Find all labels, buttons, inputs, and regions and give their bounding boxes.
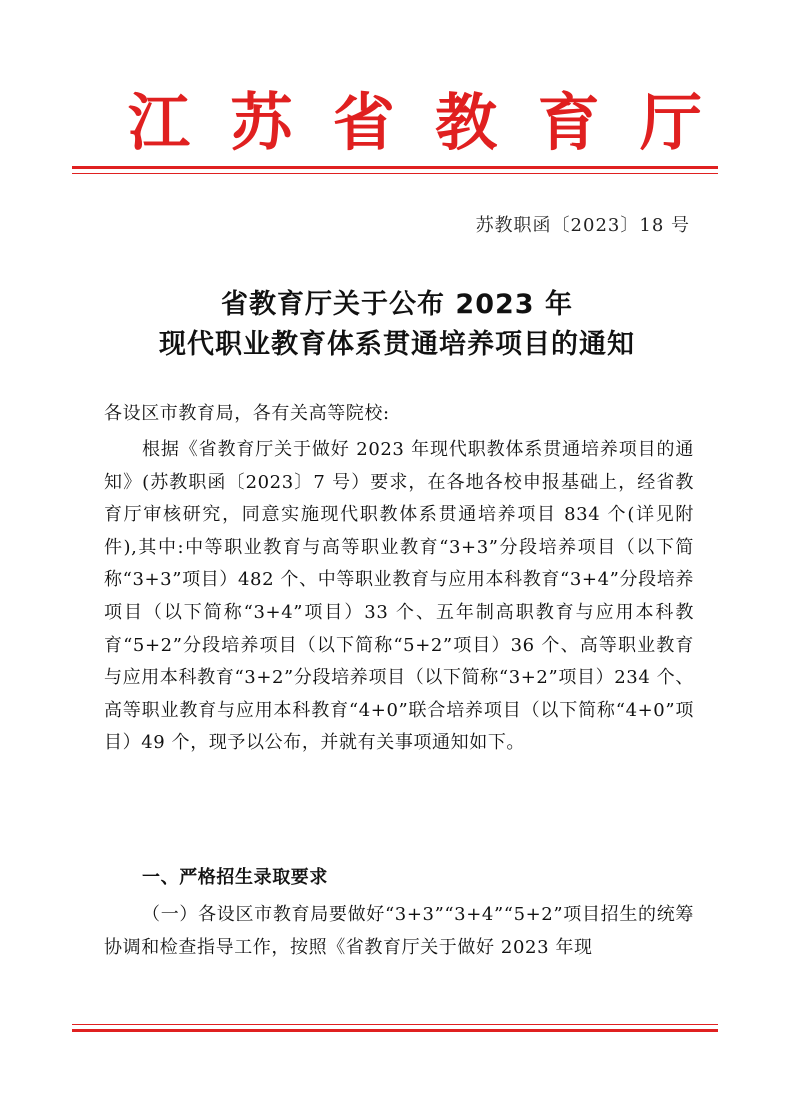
org-title-char: 教 [435,86,498,159]
salutation: 各设区市教育局，各有关高等院校: [104,403,390,424]
document-number: 苏教职函〔2023〕18 号 [475,215,690,236]
org-title-char: 育 [537,86,600,159]
section-heading: 一、严格招生录取要求 [142,867,328,888]
footer-rule-thick [72,1029,718,1032]
document-title-line-2: 现代职业教育体系贯通培养项目的通知 [159,329,635,360]
org-title-char: 苏 [230,86,293,159]
body-paragraph: （一）各设区市教育局要做好“3+3”“3+4”“5+2”项目招生的统筹协调和检查指导工作，按照《省教育厅关于做好 2023 年现 [104,904,694,958]
org-title-char: 江 [128,86,191,159]
footer-rule-thin [72,1024,718,1025]
header-rule-thin [72,173,718,174]
body-paragraph: 根据《省教育厅关于做好 2023 年现代职教体系贯通培养项目的通知》(苏教职函〔2023〕7 号）要求，在各地各校申报基础上，经省教育厅审核研究，同意实施现代职教体系贯通培养项目 834 个(详见附件),其中:中等职业教育与高等职业教育“3+3”分段培养项目（以下简称“3+3”项目）482 个、中等职业教育与应用本科教育“3+4”分段培养项目（以下简称“3+4”项目）33 个、五年制高职教育与应用本科教育“5+2”分段培养项目（以下简称“5+2”项目）36 个、高等职业教育与应用本科教育“3+2”分段培养项目（以下简称“3+2”项目）234 个、高等职业教育与应用本科教育“4+0”联合培养项目（以下简称“4+0”项目）49 个，现予以公布，并就有关事项通知如下。 [104,439,694,754]
org-title-char: 厅 [639,86,702,159]
document-title-line-1: 省教育厅关于公布 2023 年 [221,289,573,320]
issuing-authority-title [60,88,734,158]
header-rule-thick [72,166,718,169]
org-title-char: 省 [332,86,395,159]
